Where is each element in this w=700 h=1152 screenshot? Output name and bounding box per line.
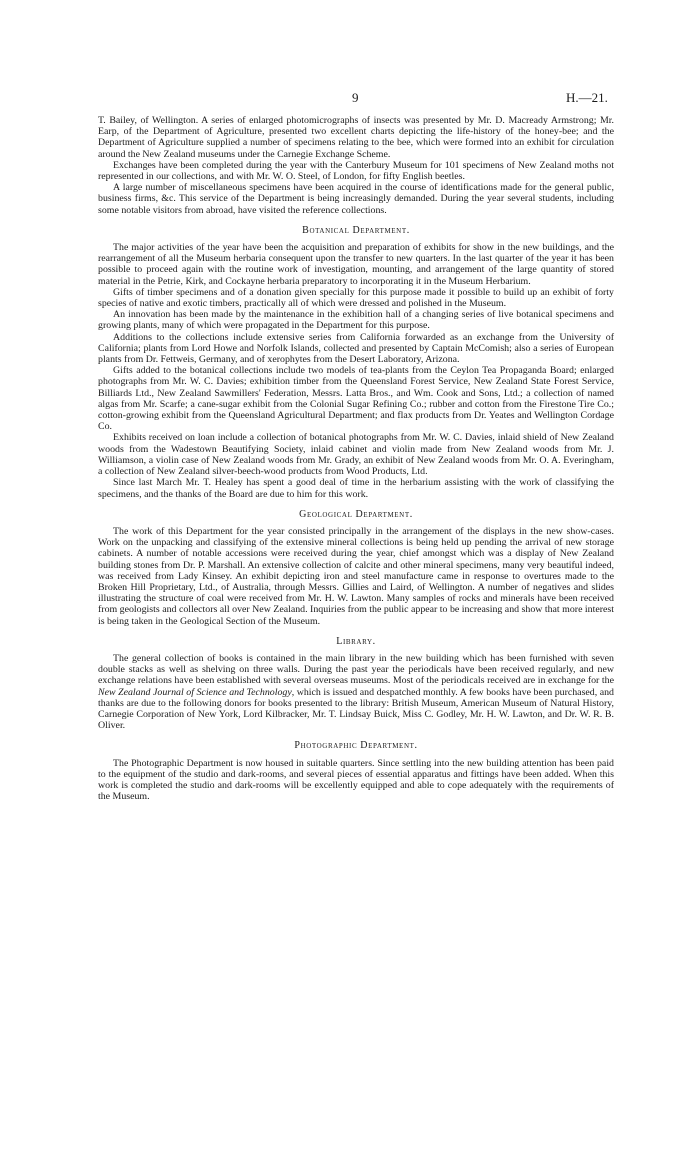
paragraph: A large number of miscellaneous specimens have been acquired in the course of identifications made for the general public, business firms, &c. This service of the Department is being increasingly demanded. During the year several students, including some notable visitors from abroad, have visited the reference collections. [98, 182, 614, 216]
section-heading-library: Library. [336, 635, 376, 647]
paragraph: Exchanges have been completed during the year with the Canterbury Museum for 101 specimens of New Zealand moths not represented in our collections, and with Mr. W. O. Steel, of London, for fifty English beetles. [98, 159, 614, 183]
paragraph: T. Bailey, of Wellington. A series of enlarged photomicrographs of insects was presented by Mr. D. Macready Armstrong; Mr. Earp, of the Department of Agriculture, presented two excellent charts depicting the life-history of the honey-bee; and the Department of Agriculture supplied a number of specimens relating to the bee, which were formed into an exhibit for circulation around the New Zealand museums under the Carnegie Exchange Scheme. [98, 115, 614, 160]
paragraph: The major activities of the year have been the acquisition and preparation of exhibits for show in the new buildings, and the rearrangement of all the Museum herbaria consequent upon the transfer to new quarters. In the last quarter of the year it has been possible to proceed again with the routine work of investigation, mounting, and arrangement of the large quantity of stored material in the Petrie, Kirk, and Cockayne herbaria preparatory to incorporating it in the Museum Herbarium. [98, 242, 614, 287]
journal-title: New Zealand Journal of Science and Technology [98, 686, 292, 698]
page-header [0, 90, 700, 106]
paragraph: Additions to the collections include extensive series from California forwarded as an exchange from the University of California; plants from Lord Howe and Norfolk Islands, collected and presented by Captain McComish; also a series of European plants from Dr. Fettweis, Germany, and of xerophytes from the Desert Laboratory, Arizona. [98, 331, 614, 366]
paragraph: Gifts added to the botanical collections include two models of tea-plants from the Ceylon Tea Propaganda Board; enlarged photographs from Mr. W. C. Davies; exhibition timber from the Queensland Forest Service, New Zealand State Forest Service, Billiards Ltd., New Zealand Sawmillers' Federation, Messrs. Latta Bros., and Wm. Cook and Sons, Ltd.; a collection of named algas from Mr. Scarfe; a cane-sugar exhibit from the Colonial Sugar Refining Co.; rubber and cotton from the Firestone Tire Co.; cotton-growing exhibit from the Queensland Agricultural Department; and flax products from Dr. Yeates and Wellington Cordage Co. [98, 365, 614, 433]
paragraph: The Photographic Department is now housed in suitable quarters. Since settling into the new building attention has been paid to the equipment of the studio and dark-rooms, and several pieces of essential apparatus and fittings have been added. When this work is completed the studio and dark-rooms will be excellently equipped and able to cope adequately with the requirements of the Museum. [98, 757, 614, 803]
section-heading-botanical: Botanical Department. [302, 224, 410, 236]
paragraph: Gifts of timber specimens and of a donation given specially for this purpose made it possible to build up an exhibit of forty species of native and exotic timbers, practically all of which were dressed and polished in the Museum. [98, 286, 614, 310]
paragraph: Since last March Mr. T. Healey has spent a good deal of time in the herbarium assisting with the work of classifying the specimens, and the thanks of the Board are due to him for this work. [98, 477, 614, 500]
library-paragraph [98, 653, 614, 731]
document-reference: H.—21. [566, 90, 608, 105]
paragraph: The work of this Department for the year consisted principally in the arrangement of the displays in the new show-cases. Work on the unpacking and classifying of the extensive mineral collections is being held up pending the arrival of new storage cabinets. A number of notable accessions were received during the year, chief amongst which was a display of New Zealand building stones from Dr. P. Marshall. An extensive collection of calcite and other mineral specimens, many very beautiful indeed, was received from Lady Kinsey. An exhibit depicting iron and steel manufacture came in response to overtures made to the Broken Hill Proprietary, Ltd., of Australia, through Messrs. Gillies and Laird, of Wellington. A number of negatives and slides illustrating the structure of coal were received from Mr. H. W. Lawton. Many samples of rocks and minerals have been received from geologists and collectors all over New Zealand. Inquiries from the public appear to be increasing and show that more interest is being taken in the Geological Section of the Museum. [98, 525, 614, 627]
paragraph: An innovation has been made by the maintenance in the exhibition hall of a changing series of live botanical specimens and growing plants, many of which were propagated in the Department for this purpose. [98, 309, 614, 332]
section-heading-photographic: Photographic Department. [294, 740, 418, 752]
section-heading-geological: Geological Department. [299, 508, 413, 520]
page-number: 9 [352, 90, 359, 105]
library-text-after: , which is issued and despatched monthly. A few books have been purchased, and thanks are due to the following donors for books presented to the library: British Museum, American Museum of Natural History, Carnegie Corporation of New York, Lord Kilbracker, Mr. T. Lindsay Buick, Miss C. Godley, Mr. H. W. Lawton, and Dr. W. R. B. Oliver. [98, 686, 614, 732]
page-body [98, 115, 614, 802]
library-text-before: The general collection of books is contained in the main library in the new building which has been furnished with seven double stacks as well as shelving on three walls. During the past year the periodicals have been received regularly, and new exchange relations have been established with several overseas museums. Most of the periodicals received are in exchange for the [98, 652, 614, 687]
paragraph: Exhibits received on loan include a collection of botanical photographs from Mr. W. C. Davies, inlaid shield of New Zealand woods from the Wadestown Beautifying Society, inlaid cabinet and violin made from New Zealand woods from Mr. J. Williamson, a violin case of New Zealand woods from Mr. Grady, an exhibit of New Zealand woods from Mr. O. A. Everingham, a collection of New Zealand silver-beech-wood products from Wood Products, Ltd. [98, 432, 614, 478]
